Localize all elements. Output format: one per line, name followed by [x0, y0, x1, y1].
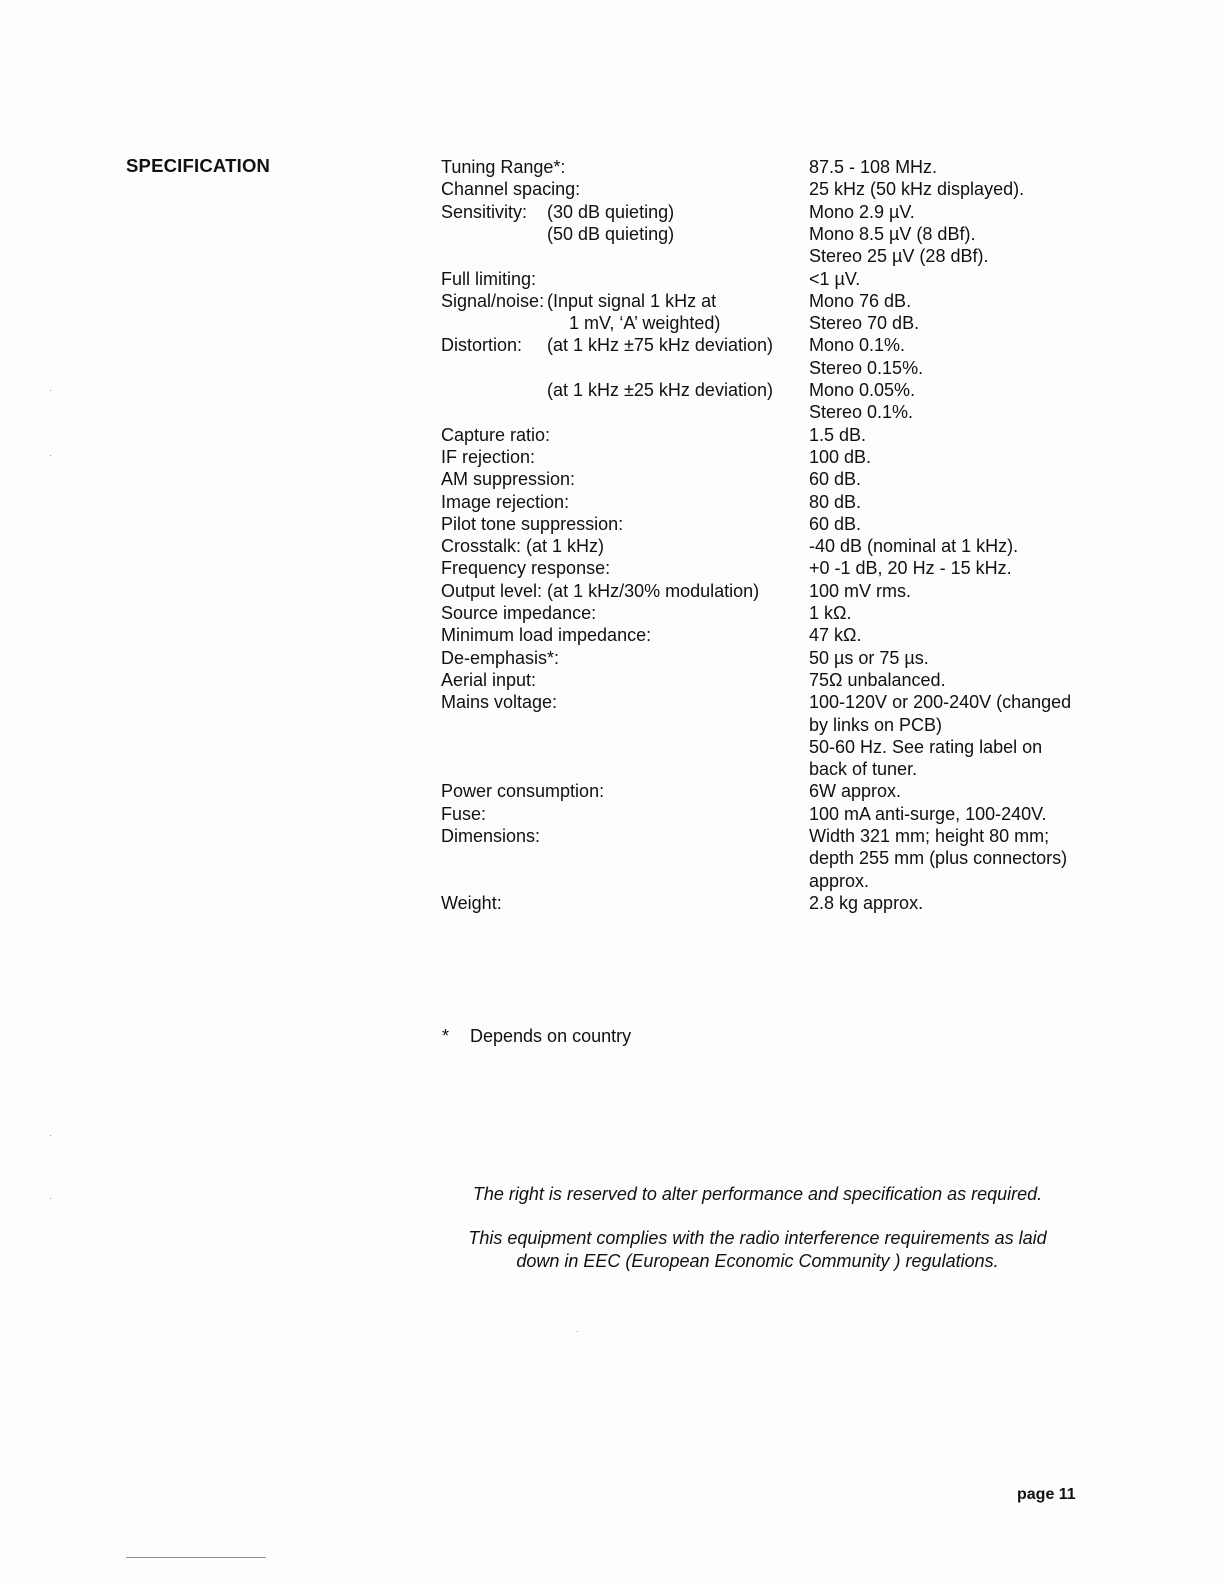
scan-speck — [50, 455, 51, 456]
spec-value: 47 kΩ. — [809, 625, 862, 646]
spec-value: 1 kΩ. — [809, 603, 852, 623]
spec-label: Power consumption: — [441, 781, 605, 802]
spec-label: Pilot tone suppression: — [441, 513, 624, 534]
spec-label: Output level: (at 1 kHz/30% modulation) — [441, 580, 760, 601]
spec-label: AM suppression: — [441, 469, 576, 490]
spec-label: De-emphasis*: — [441, 647, 560, 668]
section-heading: SPECIFICATION — [126, 155, 271, 176]
spec-value: approx. — [809, 870, 870, 891]
spec-value: +0 -1 dB, 20 Hz - 15 kHz. — [809, 558, 1012, 579]
spec-label: Capture ratio: — [441, 424, 551, 445]
spec-value: Stereo 0.1%. — [809, 402, 914, 423]
scan-speck — [577, 1331, 578, 1332]
spec-label: Aerial input: — [441, 669, 537, 690]
spec-value: 100 mA anti-surge, 100-240V. — [809, 803, 1047, 824]
spec-value: by links on PCB) — [809, 714, 943, 735]
spec-value: -40 dB (nominal at 1 kHz). — [809, 536, 1019, 557]
spec-value: Mono 0.1%. — [809, 335, 906, 356]
spec-label: Frequency response: — [441, 558, 611, 579]
spec-value: depth 255 mm (plus connectors) — [809, 848, 1068, 869]
disclaimer-compliance — [440, 1227, 1075, 1272]
spec-value: 2.8 kg approx. — [809, 892, 924, 913]
scan-speck — [50, 390, 51, 391]
spec-label: Full limiting: — [441, 268, 537, 289]
spec-label: Sensitivity: — [441, 201, 528, 222]
disclaimer-rights: The right is reserved to alter performance and specification as required. — [472, 1184, 1043, 1204]
spec-value: Stereo 25 µV (28 dBf). — [809, 246, 989, 267]
scan-speck — [50, 1135, 51, 1136]
spec-value: <1 µV. — [809, 268, 861, 289]
spec-label: Dimensions: — [441, 826, 541, 846]
spec-value: back of tuner. — [809, 759, 918, 780]
spec-value: 80 dB. — [809, 491, 862, 512]
spec-value: 50-60 Hz. See rating label on — [809, 736, 1043, 757]
spec-value: Mono 8.5 µV (8 dBf). — [809, 223, 976, 244]
footnote-marker: * — [442, 1026, 450, 1046]
spec-label: Minimum load impedance: — [441, 625, 652, 646]
spec-condition: (Input signal 1 kHz at — [547, 290, 717, 311]
spec-condition: (30 dB quieting) — [547, 201, 675, 222]
spec-value: 75Ω unbalanced. — [809, 669, 946, 690]
footer-rule — [126, 1557, 266, 1558]
spec-value: 100 mV rms. — [809, 580, 912, 601]
spec-label: Image rejection: — [441, 491, 570, 512]
spec-label: Distortion: — [441, 335, 523, 356]
spec-value: Width 321 mm; height 80 mm; — [809, 826, 1050, 846]
disclaimer-compliance-line-2: down in EEC (European Economic Community ) regulations. — [516, 1250, 999, 1271]
spec-label: Signal/noise: — [441, 290, 545, 311]
spec-condition: (50 dB quieting) — [547, 223, 675, 244]
page-number: page 11 — [1017, 1486, 1076, 1503]
disclaimer-compliance-line-1: This equipment complies with the radio interference requirements as laid — [468, 1228, 1047, 1248]
spec-value: Mono 2.9 µV. — [809, 201, 915, 222]
spec-value: 60 dB. — [809, 513, 862, 534]
spec-value: 100 dB. — [809, 446, 872, 467]
spec-value: 87.5 - 108 MHz. — [809, 157, 938, 177]
spec-label: Crosstalk: (at 1 kHz) — [441, 536, 605, 557]
spec-value: Mono 76 dB. — [809, 290, 912, 311]
spec-label: Fuse: — [441, 803, 487, 824]
spec-value: 50 µs or 75 µs. — [809, 647, 929, 668]
spec-value: 1.5 dB. — [809, 424, 867, 445]
spec-value: 60 dB. — [809, 469, 862, 490]
spec-value: 6W approx. — [809, 781, 902, 802]
spec-label: IF rejection: — [441, 446, 536, 467]
spec-condition: (at 1 kHz ±25 kHz deviation) — [547, 380, 773, 400]
spec-label: Weight: — [441, 892, 502, 913]
scan-speck — [50, 1198, 51, 1199]
spec-value: 100-120V or 200-240V (changed — [809, 692, 1072, 713]
spec-value: 25 kHz (50 kHz displayed). — [809, 179, 1025, 200]
spec-label: Source impedance: — [441, 603, 597, 623]
spec-label: Channel spacing: — [441, 179, 581, 200]
spec-condition: 1 mV, ‘A’ weighted) — [569, 313, 721, 334]
spec-value: Mono 0.05%. — [809, 380, 916, 400]
spec-label: Tuning Range*: — [441, 157, 566, 177]
spec-value: Stereo 0.15%. — [809, 357, 924, 378]
footnote-text: Depends on country — [470, 1026, 632, 1046]
spec-label: Mains voltage: — [441, 692, 558, 713]
spec-value: Stereo 70 dB. — [809, 313, 920, 334]
spec-condition: (at 1 kHz ±75 kHz deviation) — [547, 335, 773, 356]
